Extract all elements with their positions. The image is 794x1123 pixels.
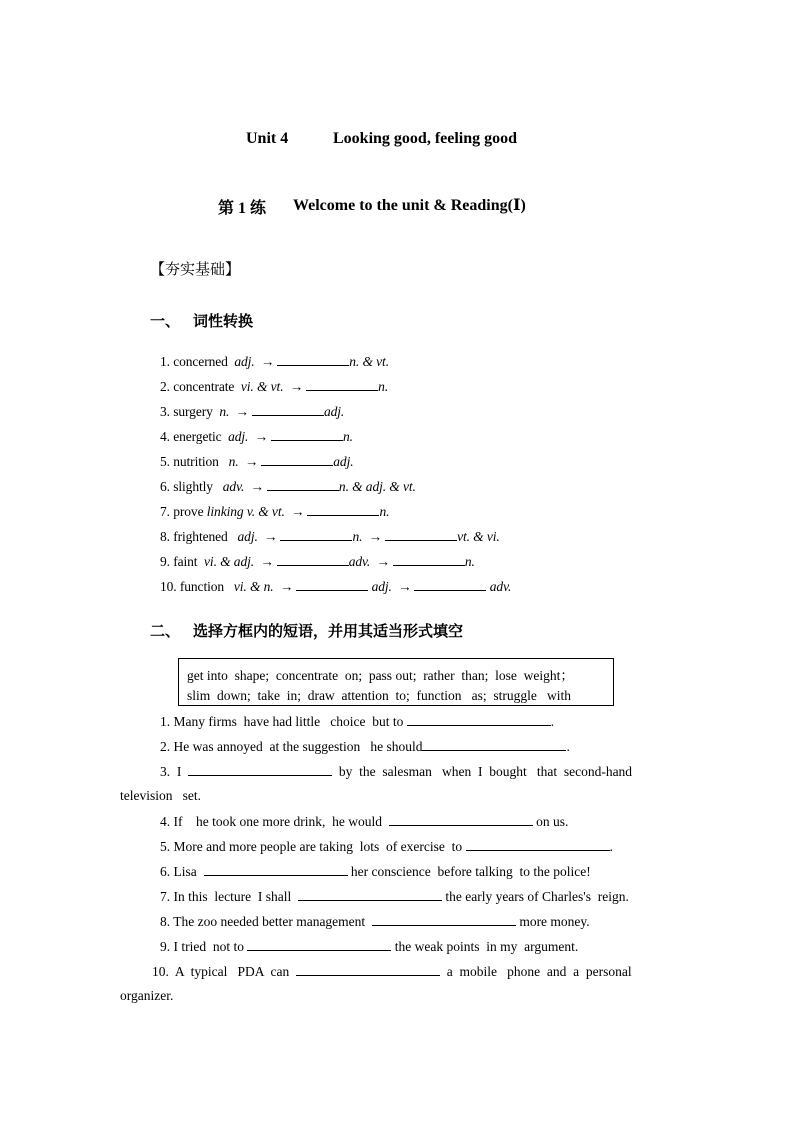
sentence-item: 8. The zoo needed better management more money. xyxy=(160,914,590,929)
answer-blank[interactable] xyxy=(247,938,391,951)
arrow-icon: → xyxy=(260,354,275,369)
answer-blank[interactable] xyxy=(307,503,379,516)
arrow-icon: → xyxy=(289,379,304,394)
answer-blank[interactable] xyxy=(385,528,457,541)
answer-blank[interactable] xyxy=(271,428,343,441)
answer-blank[interactable] xyxy=(306,378,378,391)
sentence-continuation: organizer. xyxy=(120,988,174,1003)
answer-blank[interactable] xyxy=(267,478,339,491)
word-item: 6. slightly adv. → n. & adj. & vt. xyxy=(160,479,416,494)
word-item: 1. concerned adj. → n. & vt. xyxy=(160,354,389,369)
answer-blank[interactable] xyxy=(277,353,349,366)
answer-blank[interactable] xyxy=(296,578,368,591)
answer-blank[interactable] xyxy=(204,863,348,876)
phrase-box-line: slim down; take in; draw attention to; function as; struggle with xyxy=(187,688,571,703)
word-item: 5. nutrition n. → adj. xyxy=(160,454,354,469)
arrow-icon: → xyxy=(254,429,269,444)
bracket-heading: 【夯实基础】 xyxy=(150,262,241,278)
answer-blank[interactable] xyxy=(277,553,349,566)
sentence-item: 3. I by the salesman when I bought that second-hand xyxy=(160,764,633,779)
word-item: 10. function vi. & n. → adj. → adv. xyxy=(160,579,512,594)
sentence-item: 2. He was annoyed at the suggestion he should . xyxy=(160,739,570,754)
phrase-box xyxy=(178,658,614,706)
word-item: 2. concentrate vi. & vt. → n. xyxy=(160,379,389,394)
sentence-continuation: television set. xyxy=(120,788,201,803)
lesson-title: Welcome to the unit & Reading(Ⅰ) xyxy=(293,197,526,214)
word-item: 3. surgery n. → adj. xyxy=(160,404,345,419)
word-item: 9. faint vi. & adj. → adv. → n. xyxy=(160,554,475,569)
answer-blank[interactable] xyxy=(296,963,440,976)
sentence-item: 10. A typical PDA can a mobile phone and a personal xyxy=(152,964,632,979)
arrow-icon: → xyxy=(376,554,390,569)
answer-blank[interactable] xyxy=(188,763,332,776)
answer-blank[interactable] xyxy=(422,738,566,751)
word-item: 4. energetic adj. → n. xyxy=(160,429,353,444)
unit-number: Unit 4 xyxy=(246,130,289,147)
answer-blank[interactable] xyxy=(372,913,516,926)
sentence-item: 5. More and more people are taking lots of exercise to . xyxy=(160,839,613,854)
answer-blank[interactable] xyxy=(389,813,533,826)
section1-number: 一、 xyxy=(150,314,181,330)
answer-blank[interactable] xyxy=(280,528,352,541)
answer-blank[interactable] xyxy=(261,453,333,466)
section1-title: 词性转换 xyxy=(193,314,254,330)
section2-title: 选择方框内的短语，并用其适当形式填空 xyxy=(193,624,464,640)
lesson-number: 第 1 练 xyxy=(218,200,267,217)
arrow-icon: → xyxy=(291,504,305,519)
arrow-icon: → xyxy=(398,579,412,594)
arrow-icon: → xyxy=(264,529,278,544)
word-item: 7. prove linking v. & vt. → n. xyxy=(160,504,390,519)
arrow-icon: → xyxy=(260,554,274,569)
arrow-icon: → xyxy=(235,404,249,419)
phrase-box-line: get into shape; concentrate on; pass out; rather than; lose weight； xyxy=(187,668,574,683)
sentence-item: 9. I tried not to the weak points in my argument. xyxy=(160,939,579,954)
arrow-icon: → xyxy=(244,454,259,469)
unit-title: Looking good, feeling good xyxy=(333,130,518,147)
answer-blank[interactable] xyxy=(393,553,465,566)
answer-blank[interactable] xyxy=(252,403,324,416)
answer-blank[interactable] xyxy=(298,888,442,901)
answer-blank[interactable] xyxy=(466,838,610,851)
arrow-icon: → xyxy=(279,579,294,594)
sentence-item: 1. Many firms have had little choice but to . xyxy=(160,714,555,729)
arrow-icon: → xyxy=(250,479,264,494)
section2-number: 二、 xyxy=(150,624,181,640)
answer-blank[interactable] xyxy=(414,578,486,591)
word-item: 8. frightened adj. → n. → vt. & vi. xyxy=(160,529,500,544)
arrow-icon: → xyxy=(368,529,383,544)
sentence-item: 7. In this lecture I shall the early years of Charles's reign. xyxy=(160,889,629,904)
answer-blank[interactable] xyxy=(407,713,551,726)
sentence-item: 6. Lisa her conscience before talking to the police! xyxy=(160,864,591,879)
sentence-item: 4. If he took one more drink, he would on us. xyxy=(160,814,569,829)
